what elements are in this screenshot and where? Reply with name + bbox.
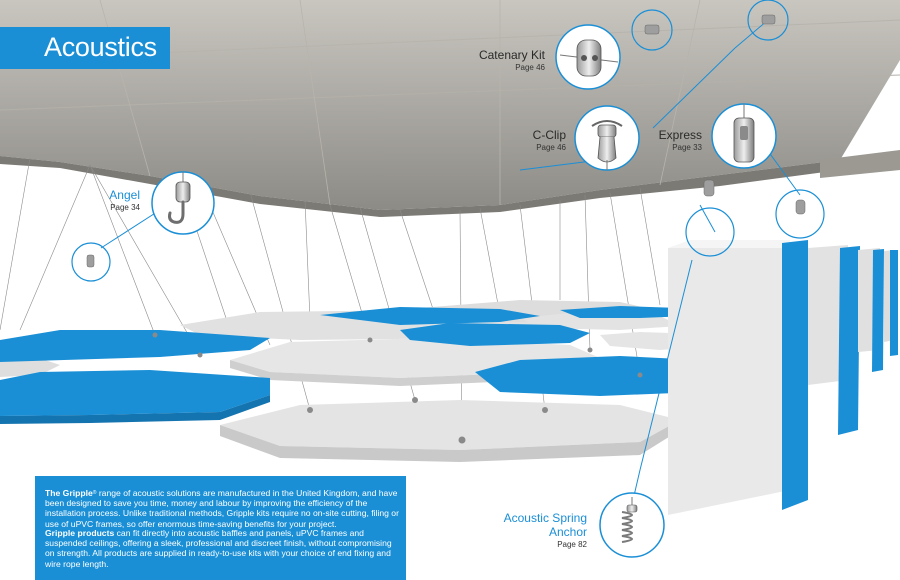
callout-angel <box>100 188 140 213</box>
products-paragraph-text: can fit directly into acoustic baffles and panels, uPVC frames and suspended ceilings, offering a sleek, professional and discreet finish, without compromising on strength. All products are supplied in ready-to-use kits with your choice of end fixing and wire rope length. <box>45 528 392 569</box>
express-product-icon <box>712 104 776 168</box>
intro-paragraph <box>45 488 403 529</box>
callout-page-ref: Page 82 <box>557 540 587 549</box>
callout-c-clip <box>520 128 566 153</box>
callout-page-ref: Page 33 <box>672 143 702 152</box>
callout-page-ref: Page 46 <box>536 143 566 152</box>
callout-catenary-kit <box>470 48 545 73</box>
callout-name: Angel <box>109 188 140 202</box>
catenary-kit-product-icon <box>556 25 620 89</box>
page-title: Acoustics <box>44 32 157 62</box>
callout-page-ref: Page 34 <box>110 203 140 212</box>
angel-hook-product-icon <box>152 172 214 234</box>
c-clip-product-icon <box>575 106 639 170</box>
registered-mark: ® <box>92 490 97 496</box>
products-lead: Gripple products <box>45 528 115 538</box>
vertical-wall-baffles <box>668 240 898 515</box>
callout-acoustic-spring-anchor <box>490 511 587 550</box>
intro-paragraph-text: range of acoustic solutions are manufactured in the United Kingdom, and have been designed to save you time, money and labour by improving the efficiency of the installation process. Unlike traditional methods, Gripple kits require no on-site cutting, filing or use of uPVC frames, so offer enormous time-saving benefits for your project. <box>45 488 399 529</box>
callout-name: Catenary Kit <box>478 48 545 62</box>
callout-express <box>652 128 702 153</box>
callout-name-line2: Anchor <box>548 525 587 539</box>
callout-name: C-Clip <box>532 128 566 142</box>
callout-name-line1: Acoustic Spring <box>503 511 587 525</box>
spring-anchor-product-icon <box>600 493 664 557</box>
description-text-box <box>35 476 406 580</box>
brand-name: The Gripple <box>45 488 93 498</box>
callout-page-ref: Page 46 <box>515 63 545 72</box>
page-title-banner <box>0 27 170 69</box>
products-paragraph <box>45 528 403 569</box>
callout-name: Express <box>658 128 702 142</box>
